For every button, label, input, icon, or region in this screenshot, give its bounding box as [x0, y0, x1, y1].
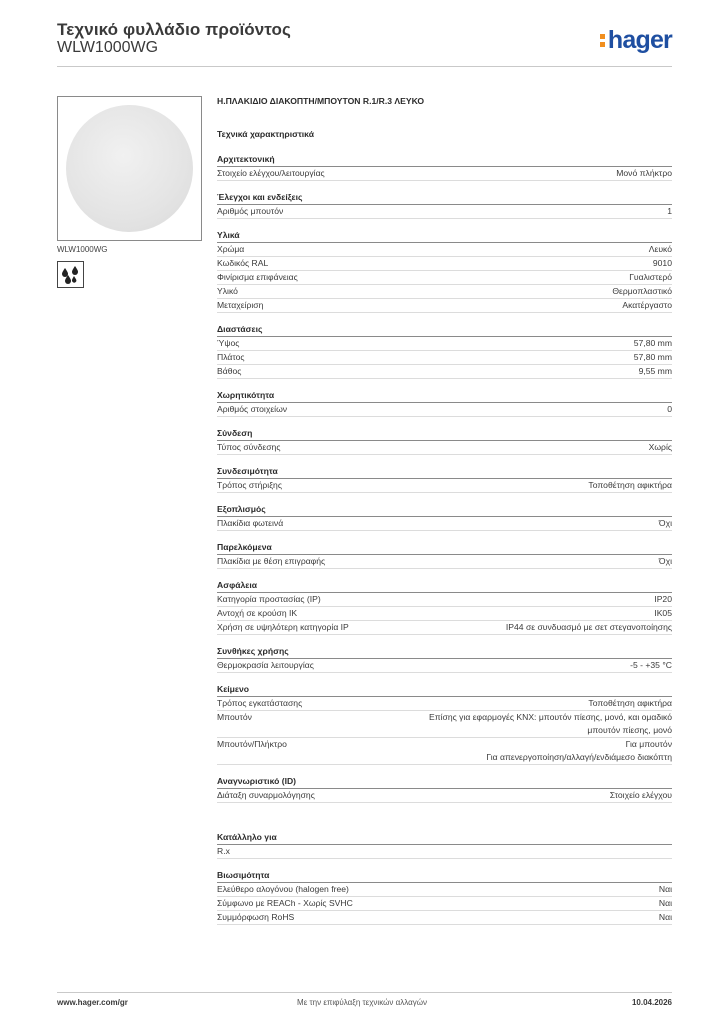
spec-label: Υλικό — [217, 286, 238, 296]
section-heading: Έλεγχοι και ενδείξεις — [217, 191, 672, 205]
spec-value: Γυαλιστερό — [629, 272, 672, 282]
spec-value: 57,80 mm — [633, 338, 672, 348]
spec-label: R.x — [217, 846, 230, 856]
spec-row — [217, 883, 672, 897]
product-code-heading: WLW1000WG — [57, 39, 159, 56]
spec-row — [217, 897, 672, 911]
spec-label: Αριθμός μπουτόν — [217, 206, 284, 216]
spec-row — [217, 697, 672, 711]
spec-value: Ακατέργαστο — [622, 300, 672, 310]
hager-logo[interactable] — [600, 26, 672, 55]
section-heading: Διαστάσεις — [217, 323, 672, 337]
section-spacer — [217, 569, 672, 579]
spec-value: Επίσης για εφαρμογές KNX: μπουτόν πίεσης, μονό, και ομαδικό μπουτόν πίεσης, μονό — [428, 712, 672, 735]
section-spacer — [217, 455, 672, 465]
spec-row — [217, 441, 672, 455]
spec-row — [217, 593, 672, 607]
spec-row — [217, 271, 672, 285]
footer-note: Με την επιφύλαξη τεχνικών αλλαγών — [297, 998, 427, 1007]
spec-label: Κωδικός RAL — [217, 258, 269, 268]
section-spacer — [217, 379, 672, 389]
section-spacer — [217, 635, 672, 645]
spec-row — [217, 911, 672, 925]
spec-value: 0 — [667, 404, 672, 414]
section-heading: Αναγνωριστικό (ID) — [217, 775, 672, 789]
spec-value: IP20 — [654, 594, 672, 604]
spec-label: Θερμοκρασία λειτουργίας — [217, 660, 314, 670]
section-heading: Βιωσιμότητα — [217, 869, 672, 883]
spec-label: Πλακίδια φωτεινά — [217, 518, 284, 528]
spec-row — [217, 403, 672, 417]
spec-sections — [217, 153, 672, 925]
spec-label: Βάθος — [217, 366, 242, 376]
spec-label: Αντοχή σε κρούση IK — [217, 608, 298, 618]
spec-label: Πλακίδια με θέση επιγραφής — [217, 556, 326, 566]
spec-row — [217, 365, 672, 379]
section-spacer — [217, 673, 672, 683]
spec-row — [217, 299, 672, 313]
spec-value: IK05 — [654, 608, 672, 618]
spec-value: Όχι — [658, 556, 672, 566]
spec-value: Λευκό — [648, 244, 672, 254]
section-heading: Συνθήκες χρήσης — [217, 645, 672, 659]
footer-divider — [57, 992, 672, 993]
spec-label: Μπουτόν — [217, 712, 252, 722]
spec-label: Πλάτος — [217, 352, 245, 362]
spec-value: Ναι — [658, 912, 672, 922]
spec-label: Ελεύθερο αλογόνου (halogen free) — [217, 884, 349, 894]
footer-date: 10.04.2026 — [631, 998, 672, 1007]
spec-row — [217, 711, 672, 738]
spec-label: Μεταχείριση — [217, 300, 264, 310]
spec-value: Χωρίς — [648, 442, 672, 452]
technical-features-heading: Τεχνικά χαρακτηριστικά — [217, 129, 314, 139]
spec-row — [217, 789, 672, 803]
section-heading: Συνδεσιμότητα — [217, 465, 672, 479]
spec-value: Θερμοπλαστικό — [612, 286, 672, 296]
logo-text: hager — [607, 26, 672, 54]
section-spacer — [217, 803, 672, 831]
section-spacer — [217, 859, 672, 869]
section-heading: Αρχιτεκτονική — [217, 153, 672, 167]
spec-row — [217, 205, 672, 219]
spec-row — [217, 337, 672, 351]
spec-label: Κατηγορία προστασίας (IP) — [217, 594, 321, 604]
spec-value: Στοιχείο ελέγχου — [609, 790, 672, 800]
section-spacer — [217, 417, 672, 427]
section-spacer — [217, 219, 672, 229]
spec-row — [217, 738, 672, 765]
spec-value: 57,80 mm — [633, 352, 672, 362]
section-heading: Ασφάλεια — [217, 579, 672, 593]
section-spacer — [217, 493, 672, 503]
section-heading: Εξοπλισμός — [217, 503, 672, 517]
spec-content — [217, 96, 672, 925]
spec-label: Συμμόρφωση RoHS — [217, 912, 295, 922]
section-spacer — [217, 531, 672, 541]
section-heading: Κείμενο — [217, 683, 672, 697]
section-heading: Χωρητικότητα — [217, 389, 672, 403]
water-drops-icon — [57, 261, 84, 288]
spec-value: Τοποθέτηση αφικτήρα — [588, 698, 672, 708]
spec-value: Για μπουτόν Για απενεργοποίηση/αλλαγή/ενδιάμεσο διακόπτη — [486, 739, 672, 762]
footer-website-link[interactable]: www.hager.com/gr — [57, 998, 128, 1007]
spec-label: Τρόπος εγκατάστασης — [217, 698, 303, 708]
page-title: Τεχνικό φυλλάδιο προϊόντος — [57, 20, 291, 39]
spec-row — [217, 285, 672, 299]
product-description-title: Η.ΠΛΑΚΙΔΙΟ ΔΙΑΚΟΠΤΗ/ΜΠΟΥΤΟΝ R.1/R.3 ΛΕΥΚΟ — [217, 96, 425, 106]
spec-label: Χρήση σε υψηλότερη κατηγορία IP — [217, 622, 349, 632]
section-spacer — [217, 765, 672, 775]
spec-label: Χρώμα — [217, 244, 245, 254]
spec-value: Ναι — [658, 898, 672, 908]
spec-value: 9010 — [652, 258, 672, 268]
section-heading: Υλικά — [217, 229, 672, 243]
spec-value: Τοποθέτηση αφικτήρα — [588, 480, 672, 490]
header-divider — [57, 66, 672, 67]
section-heading: Κατάλληλο για — [217, 831, 672, 845]
spec-row — [217, 555, 672, 569]
section-spacer — [217, 313, 672, 323]
spec-label: Ύψος — [217, 338, 240, 348]
spec-label: Αριθμός στοιχείων — [217, 404, 288, 414]
spec-value: 1 — [667, 206, 672, 216]
spec-value: 9,55 mm — [638, 366, 672, 376]
spec-label: Φινίρισμα επιφάνειας — [217, 272, 298, 282]
spec-label: Μπουτόν/Πλήκτρο — [217, 739, 287, 749]
product-cover-plate — [66, 105, 193, 232]
spec-row — [217, 167, 672, 181]
section-heading: Παρελκόμενα — [217, 541, 672, 555]
spec-row — [217, 351, 672, 365]
spec-value: IP44 σε συνδυασμό με σετ στεγανοποίησης — [505, 622, 672, 632]
logo-dots-icon — [600, 31, 606, 49]
section-spacer — [217, 181, 672, 191]
spec-row — [217, 517, 672, 531]
product-image-caption: WLW1000WG — [57, 245, 108, 254]
spec-value: -5 - +35 °C — [630, 660, 672, 670]
spec-row — [217, 659, 672, 673]
spec-row — [217, 845, 672, 859]
spec-row — [217, 479, 672, 493]
spec-row — [217, 257, 672, 271]
spec-label: Τύπος σύνδεσης — [217, 442, 281, 452]
section-heading: Σύνδεση — [217, 427, 672, 441]
spec-row — [217, 621, 672, 635]
spec-row — [217, 607, 672, 621]
spec-label: Τρόπος στήριξης — [217, 480, 282, 490]
product-image — [57, 96, 202, 241]
spec-value: Όχι — [658, 518, 672, 528]
spec-value: Ναι — [658, 884, 672, 894]
spec-label: Σύμφωνο με REACh - Χωρίς SVHC — [217, 898, 353, 908]
spec-label: Διάταξη συναρμολόγησης — [217, 790, 315, 800]
spec-value: Μονό πλήκτρο — [616, 168, 672, 178]
spec-label: Στοιχείο ελέγχου/λειτουργίας — [217, 168, 325, 178]
spec-row — [217, 243, 672, 257]
